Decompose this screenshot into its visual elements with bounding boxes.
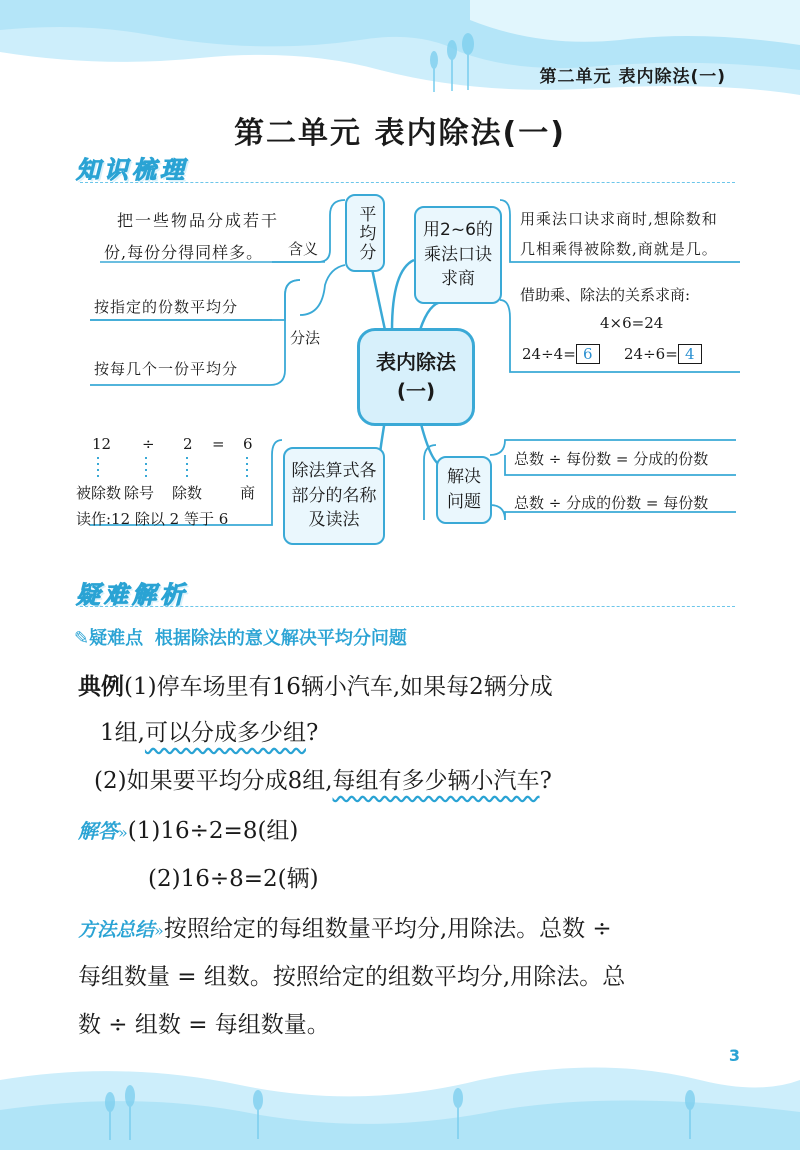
node-table-quotient — [414, 206, 502, 304]
equal-share-meaning-line1: 把一些物品分成若干 — [117, 211, 280, 230]
page-number: 3 — [728, 1046, 740, 1065]
summary-label-mark: » — [154, 921, 164, 940]
summary-text-1: 按照给定的每组数量平均分,用除法。总数 ÷ — [163, 916, 612, 942]
section-title-difficulty: 疑难解析 — [76, 581, 188, 609]
name-dividend: 被除数 — [76, 484, 122, 502]
quotient-box-line1: 用2~6的 — [423, 220, 493, 241]
parts-quotient: 6 — [243, 435, 253, 453]
parts-box-line3: 及读法 — [308, 510, 360, 531]
pencil-icon: ✎ — [74, 628, 90, 649]
q2-text-a: (2)如果要平均分成8组, — [94, 768, 333, 794]
answer-1: (1)16÷2=8(组) — [127, 818, 299, 844]
parts-reading: 读作:12 除以 2 等于 6 — [76, 510, 229, 528]
parts-equals: = — [212, 435, 225, 453]
answer-row-1 — [78, 812, 298, 845]
quotient-text-line1: 用乘法口诀求商时,想除数和 — [520, 210, 718, 228]
calc-2-text: 24÷6= — [624, 345, 678, 363]
q2-qmark: ? — [539, 768, 552, 794]
equal-share-meaning-line2: 份,每份分得同样多。 — [104, 243, 264, 262]
center-title: 表内除法 — [376, 350, 456, 374]
center-subtitle: (一) — [396, 379, 436, 403]
answer-2: (2)16÷8=2(辆) — [148, 866, 319, 892]
calc-2 — [624, 344, 702, 364]
q1-text-part1: (1)停车场里有16辆小汽车,如果每2辆分成 — [124, 674, 553, 700]
parts-box-line1: 除法算式各 — [291, 461, 377, 482]
example-q1-line1 — [78, 668, 553, 701]
q1-qmark: ? — [305, 720, 319, 746]
method-by-number-of-parts: 按指定的份数平均分 — [94, 298, 239, 316]
summary-line-1 — [78, 910, 612, 943]
name-division-sign: 除号 — [124, 484, 155, 502]
q1-question: 可以分成多少组 — [144, 720, 306, 746]
section-divider-2 — [80, 606, 735, 607]
example-q2 — [94, 762, 552, 795]
calc-1-answer: 6 — [576, 344, 600, 364]
mindmap-center-node — [357, 328, 475, 426]
node-equal-share: 平均分 — [345, 194, 385, 272]
quotient-text-line2: 几相乘得被除数,商就是几。 — [520, 240, 718, 258]
page-title: 第二单元 表内除法(一) — [234, 116, 566, 151]
quotient-box-line2: 乘法口诀 — [424, 244, 492, 265]
answer-label: 解答 — [78, 819, 118, 843]
parts-division-sign: ÷ — [142, 435, 155, 453]
difficulty-tag: 疑难点 — [89, 628, 144, 649]
unit-header-label: 第二单元 表内除法(一) — [539, 67, 726, 87]
name-divisor: 除数 — [172, 484, 203, 502]
parts-dividend: 12 — [92, 435, 112, 453]
summary-line-3: 数 ÷ 组数 = 每组数量。 — [78, 1012, 330, 1038]
section-title-knowledge: 知识梳理 — [76, 156, 188, 184]
problem-heading: 根据除法的意义解决平均分问题 — [154, 628, 407, 649]
calc-1 — [522, 344, 600, 364]
parts-divisor: 2 — [183, 435, 193, 453]
label-methods: 分法 — [290, 329, 321, 347]
solve-formula-2: 总数 ÷ 分成的份数 = 每份数 — [514, 494, 709, 512]
bottom-banner-decoration — [0, 1040, 800, 1150]
q2-question: 每组有多少辆小汽车 — [332, 768, 540, 794]
node-solve-problems — [436, 456, 492, 524]
solve-box-line1: 解决 — [447, 467, 481, 488]
quotient-box-line3: 求商 — [441, 269, 475, 290]
summary-line-2: 每组数量 = 组数。按照给定的组数平均分,用除法。总 — [78, 964, 626, 990]
method-by-size-of-part: 按每几个一份平均分 — [94, 360, 239, 378]
example-q1-line2 — [100, 714, 318, 747]
parts-dotted-pointers — [90, 455, 260, 481]
calc-1-text: 24÷4= — [522, 345, 576, 363]
node-division-parts — [283, 447, 385, 545]
solve-formula-1: 总数 ÷ 每份数 = 分成的份数 — [514, 450, 709, 468]
quotient-text-line3: 借助乘、除法的关系求商: — [520, 286, 691, 304]
example-label: 典例 — [78, 674, 124, 700]
problem-heading-row — [74, 624, 407, 650]
solve-box-line2: 问题 — [447, 492, 481, 512]
summary-label: 方法总结 — [78, 919, 155, 941]
q1-text-part2a: 1组, — [100, 720, 145, 746]
calc-2-answer: 4 — [678, 344, 702, 364]
label-meaning: 含义 — [288, 240, 319, 258]
answer-label-mark: » — [118, 823, 128, 842]
quotient-equation: 4×6=24 — [600, 314, 664, 332]
name-quotient: 商 — [240, 484, 256, 502]
parts-box-line2: 部分的名称 — [291, 485, 377, 506]
